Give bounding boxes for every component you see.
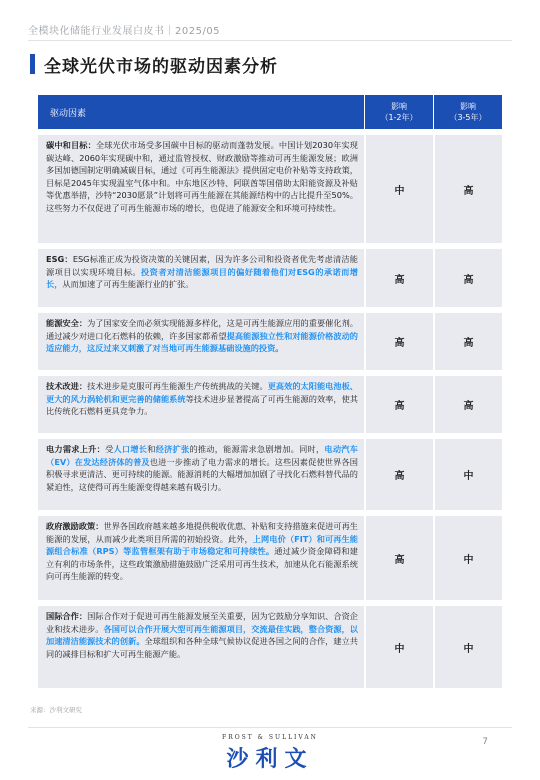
table-header: [38, 95, 502, 129]
header-divider: [28, 40, 512, 41]
table-row: [38, 606, 502, 688]
driver-description: [38, 376, 364, 433]
driver-text: ESG标准正成为投资决策的关键因素，因为许多公司和投资者优先考虑清洁能源项目以实现环境目标。: [46, 254, 358, 277]
driver-highlight: 电动汽车（EV）在发达经济体的普及: [46, 444, 358, 467]
driver-term: 电力需求上升：: [46, 444, 106, 454]
table-row: [38, 135, 502, 243]
header-impact-long-period: （3-5年）: [449, 113, 487, 122]
impact-short-value: 高: [364, 313, 433, 370]
drivers-table: [38, 95, 502, 688]
driver-text: 也进一步推动了电力需求的增长。这些因素促使世界各国积极寻求更清洁、更可持续的能源。能源消耗的大幅增加加剧了寻找化石燃料替代品的紧迫性，这使得可再生能源变得越来越有吸引力。: [46, 456, 358, 492]
driver-highlight: 人口增长: [113, 444, 148, 454]
header-impact-long: [433, 95, 502, 129]
driver-text: 通过减少资金障碍和建立有利的市场条件，这些政策激励措施鼓励广泛采用可再生技术，加速从化石能源系统向可再生能源的转变。: [46, 546, 358, 582]
driver-description: [38, 439, 364, 510]
header-impact-short-label: 影响: [391, 102, 407, 111]
table-row: [38, 376, 502, 433]
driver-term: 国际合作：: [46, 611, 88, 621]
document-header: 全模块化储能行业发展白皮书｜2025/05: [28, 26, 221, 37]
driver-term: 能源安全：: [46, 318, 88, 328]
driver-highlight: 更高效的太阳能电池板、更大的风力涡轮机和更完善的储能系统: [46, 381, 358, 404]
driver-description: [38, 606, 364, 688]
driver-text: 世界各国政府越来越多地提供税收优惠、补贴和支持措施来促进可再生能源的发展，从而减少此类项目所需的初始投资。此外，: [46, 521, 358, 544]
driver-description: [38, 313, 364, 370]
driver-text: 全球光伏市场受多国碳中目标的驱动而蓬勃发展。中国计划2030年实现碳达峰、2060年实现碳中和，通过监管授权、财政激励等推动可再生能源发展；欧洲多国加德国制定明确减碳目标，通过《可再生能源法》提供固定电价补贴等支持政策，目标是2045年实现温室气体中和。中东地区沙特、阿联酋等国借助太阳能资源及补贴等优惠举措，沙特“2030愿景”计划将可再生能源在其能源结构中的占比提升至50%。这些努力不仅促进了可再生能源市场的增长，也促进了能源安全和环境可持续性。: [46, 140, 358, 213]
driver-text: 全球组织和各种全球气候协议促进各国之间的合作，建立共同的减排目标和扩大可再生能源产能。: [46, 636, 358, 659]
driver-highlight: 各国可以合作开展大型可再生能源项目，交流最佳实践，整合资源，以加速清洁能源技术的创新。: [46, 623, 358, 647]
driver-text: 从而加速了可再生能源行业的扩张。: [62, 279, 194, 290]
source-note: 来源：沙利文研究: [30, 706, 82, 714]
driver-text: 的推动，能源需求急剧增加。同时，: [189, 444, 325, 454]
driver-highlight: 投资者对清洁能源项目的偏好随着他们对ESG的承诺而增长，: [46, 266, 358, 290]
driver-text: 等技术进步显著提高了可再生能源的效率，使其比传统化石燃料更具竞争力。: [46, 393, 358, 417]
driver-highlight: 上网电价（FIT）和可再生能源组合标准（RPS）等监管框架有助于市场稳定和可持续性。: [46, 533, 358, 557]
header-impact-long-label: 影响: [460, 102, 476, 111]
impact-short-value: 高: [364, 376, 433, 433]
impact-short-value: 高: [364, 249, 433, 307]
driver-term: 技术改进：: [46, 381, 88, 391]
header-factor: 驱动因素: [50, 108, 87, 119]
table-row: [38, 249, 502, 307]
table-row: [38, 439, 502, 510]
driver-highlight: 提高能源独立性和对能源价格波动的适应能力，这反过来又刺激了对当地可再生能源基础设施的投资。: [46, 330, 358, 354]
impact-short-value: 高: [364, 439, 433, 510]
header-impact-short-period: （1-2年）: [380, 113, 418, 122]
page-number: 7: [482, 737, 488, 747]
page-title: 全球光伏市场的驱动因素分析: [44, 57, 278, 77]
driver-text: 和: [147, 444, 156, 454]
impact-short-value: 高: [364, 516, 433, 600]
impact-long-value: 高: [433, 249, 502, 307]
table-row: [38, 313, 502, 370]
title-accent-bar: [30, 54, 35, 74]
frost-sullivan-logo-text: FROST & SULLIVAN: [222, 734, 318, 741]
driver-text: 受: [105, 444, 114, 454]
driver-description: [38, 249, 364, 307]
driver-highlight: 经济扩张: [155, 444, 190, 454]
impact-long-value: 中: [433, 516, 502, 600]
impact-long-value: 高: [433, 313, 502, 370]
driver-text: 为了国家安全而必须实现能源多样化，这是可再生能源应用的重要催化剂。通过减少对进口化石燃料的依赖，许多国家都希望: [46, 318, 358, 341]
footer-divider: [28, 727, 512, 728]
impact-long-value: 高: [433, 135, 502, 243]
table-row: [38, 516, 502, 600]
impact-long-value: 中: [433, 439, 502, 510]
impact-short-value: 中: [364, 135, 433, 243]
driver-term: ESG：: [46, 254, 73, 264]
header-impact-short: [364, 95, 433, 129]
impact-long-value: 高: [433, 376, 502, 433]
driver-description: [38, 135, 364, 243]
driver-term: 碳中和目标：: [46, 140, 96, 150]
driver-text: 技术进步是克服可再生能源生产传统挑战的关键。: [87, 381, 268, 391]
driver-text: 国际合作对于促进可再生能源发展至关重要，因为它鼓励分享知识、合资企业和技术进步。: [46, 611, 358, 634]
driver-term: 政府激励政策：: [46, 521, 104, 531]
impact-long-value: 中: [433, 606, 502, 688]
driver-description: [38, 516, 364, 600]
impact-short-value: 中: [364, 606, 433, 688]
sullivan-logo: 沙利文: [226, 747, 314, 772]
